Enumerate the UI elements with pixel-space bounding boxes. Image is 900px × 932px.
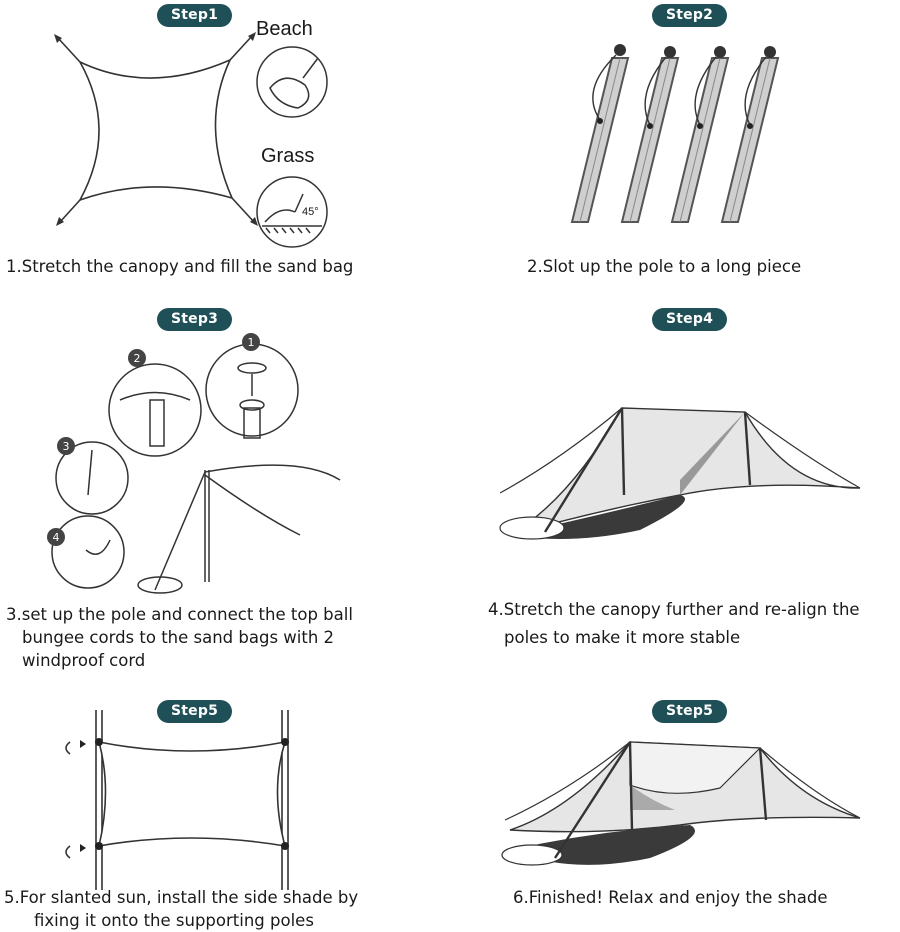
- step3-panel: [0, 300, 450, 690]
- marker-4-label: 4: [52, 531, 60, 544]
- step4-caption-line2: poles to make it more stable: [504, 628, 741, 647]
- step1-panel: [0, 0, 450, 300]
- step3-caption-line1: 3.set up the pole and connect the top ball: [6, 605, 353, 624]
- step6-badge: Step5: [652, 700, 727, 723]
- step4-panel: [450, 300, 900, 690]
- canopy-stretched-illustration: [450, 300, 900, 600]
- step5-badge: Step5: [157, 700, 232, 723]
- step3-badge: Step3: [157, 308, 232, 331]
- step6-caption: 6.Finished! Relax and enjoy the shade: [513, 888, 828, 907]
- step1-badge: Step1: [157, 4, 232, 27]
- step5-caption-line1: 5.For slanted sun, install the side shade by: [4, 888, 359, 907]
- pole-setup-illustration: [0, 300, 450, 600]
- angle-label: 45°: [302, 206, 319, 218]
- step6-panel: [450, 690, 900, 921]
- beach-label: Beach: [256, 18, 313, 40]
- poles-illustration: [450, 0, 900, 260]
- grass-label: Grass: [261, 145, 315, 167]
- step4-badge: Step4: [652, 308, 727, 331]
- step2-badge: Step2: [652, 4, 727, 27]
- step4-caption-line1: 4.Stretch the canopy further and re-align the: [488, 600, 860, 619]
- canopy-outline: [80, 60, 232, 200]
- step3-caption-line3: windproof cord: [22, 651, 146, 670]
- canopy-stretch-illustration: [0, 0, 450, 260]
- step2-panel: [450, 0, 900, 300]
- step3-caption-line2: bungee cords to the sand bags with 2: [22, 628, 335, 647]
- finished-shade-illustration: [450, 690, 900, 890]
- marker-2-label: 2: [133, 352, 141, 365]
- step1-caption: 1.Stretch the canopy and fill the sand bag: [6, 257, 354, 276]
- marker-1-label: 1: [247, 336, 255, 349]
- marker-3-label: 3: [62, 440, 70, 453]
- step2-caption: 2.Slot up the pole to a long piece: [527, 257, 802, 276]
- detail-circle-2: [109, 364, 201, 456]
- step5-panel: [0, 690, 450, 930]
- side-shade-illustration: [0, 690, 450, 890]
- step5-caption-line2: fixing it onto the supporting poles: [34, 911, 314, 930]
